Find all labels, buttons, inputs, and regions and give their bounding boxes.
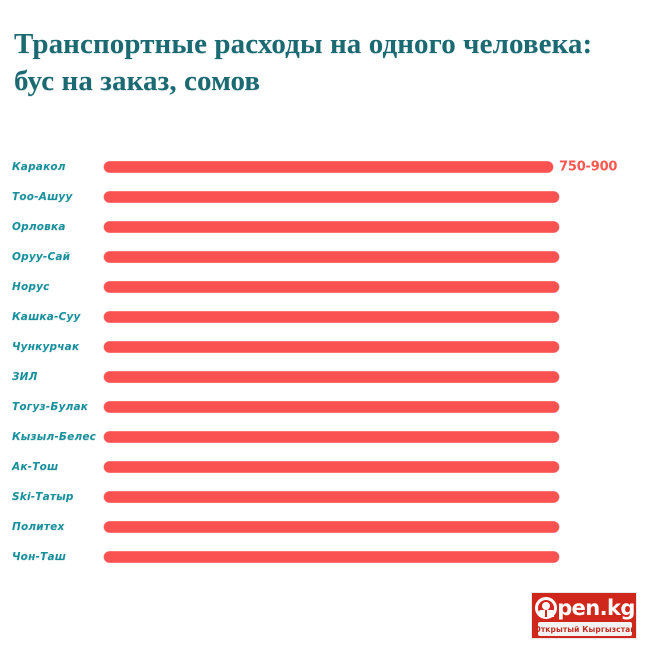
bar-row xyxy=(0,392,650,422)
plot-area xyxy=(0,152,650,572)
bar-category-label: Чункурчак xyxy=(12,341,80,353)
bar-row xyxy=(0,512,650,542)
bar-fill xyxy=(104,342,559,353)
bar-fill xyxy=(104,222,559,233)
bar-fill xyxy=(104,402,559,413)
bar-category-label: Норус xyxy=(12,281,50,293)
bar-track xyxy=(104,342,559,353)
logo-wordmark-text: pen.kg xyxy=(557,595,635,620)
bar-row xyxy=(0,302,650,332)
logo-tagline: Открытый Кыргызстан xyxy=(538,622,632,636)
bar-row xyxy=(0,152,650,182)
bar-fill xyxy=(104,192,559,203)
bar-fill xyxy=(104,462,559,473)
bar-row xyxy=(0,542,650,572)
bar-row xyxy=(0,362,650,392)
bar-category-label: Чон-Таш xyxy=(12,551,67,563)
bar-track xyxy=(104,432,559,443)
bar-track xyxy=(104,372,559,383)
bar-track xyxy=(104,552,559,563)
bar-row xyxy=(0,212,650,242)
bar-track xyxy=(104,522,559,533)
bar-category-label: Ак-Тош xyxy=(12,461,59,473)
bar-track xyxy=(104,192,559,203)
bar-row xyxy=(0,422,650,452)
bar-category-label: ЗИЛ xyxy=(12,371,38,383)
bar-track xyxy=(104,222,559,233)
bar-fill xyxy=(104,312,559,323)
bar-row xyxy=(0,452,650,482)
bar-track xyxy=(104,402,559,413)
bar-category-label: Кызыл-Белес xyxy=(12,431,97,443)
bar-fill xyxy=(104,432,559,443)
chart-title: Транспортные расходы на одного человека: бус на заказ, сомов xyxy=(14,28,593,98)
bar-track xyxy=(104,462,559,473)
bar-row xyxy=(0,272,650,302)
bar-category-label: Политех xyxy=(12,521,65,533)
bar-row xyxy=(0,242,650,272)
bar-row xyxy=(0,182,650,212)
bar-category-label: Кашка-Суу xyxy=(12,311,81,323)
bar-track xyxy=(104,492,559,503)
bar-category-label: Тоо-Ашуу xyxy=(12,191,73,203)
bar-row xyxy=(0,482,650,512)
bar-fill xyxy=(104,372,559,383)
bar-fill xyxy=(104,282,559,293)
logo-wordmark-row xyxy=(532,595,637,621)
bar-fill xyxy=(104,162,553,173)
bar-track xyxy=(104,282,559,293)
bar-track xyxy=(104,312,559,323)
bar-fill xyxy=(104,552,559,563)
bar-fill xyxy=(104,252,559,263)
bar-category-label: Оруу-Сай xyxy=(12,251,71,263)
bar-row xyxy=(0,332,650,362)
bar-fill xyxy=(104,492,559,503)
bar-category-label: Тогуз-Булак xyxy=(12,401,89,413)
bar-value-label: 750-900 xyxy=(559,159,618,175)
bar-category-label: Каракол xyxy=(12,161,66,173)
bar-track xyxy=(104,252,559,263)
bar-fill xyxy=(104,522,559,533)
bar-category-label: Ski-Татыр xyxy=(12,491,74,503)
bar-track xyxy=(104,162,553,173)
open-kg-logo xyxy=(531,592,637,639)
bar-category-label: Орловка xyxy=(12,221,66,233)
person-in-circle-icon xyxy=(535,597,557,619)
